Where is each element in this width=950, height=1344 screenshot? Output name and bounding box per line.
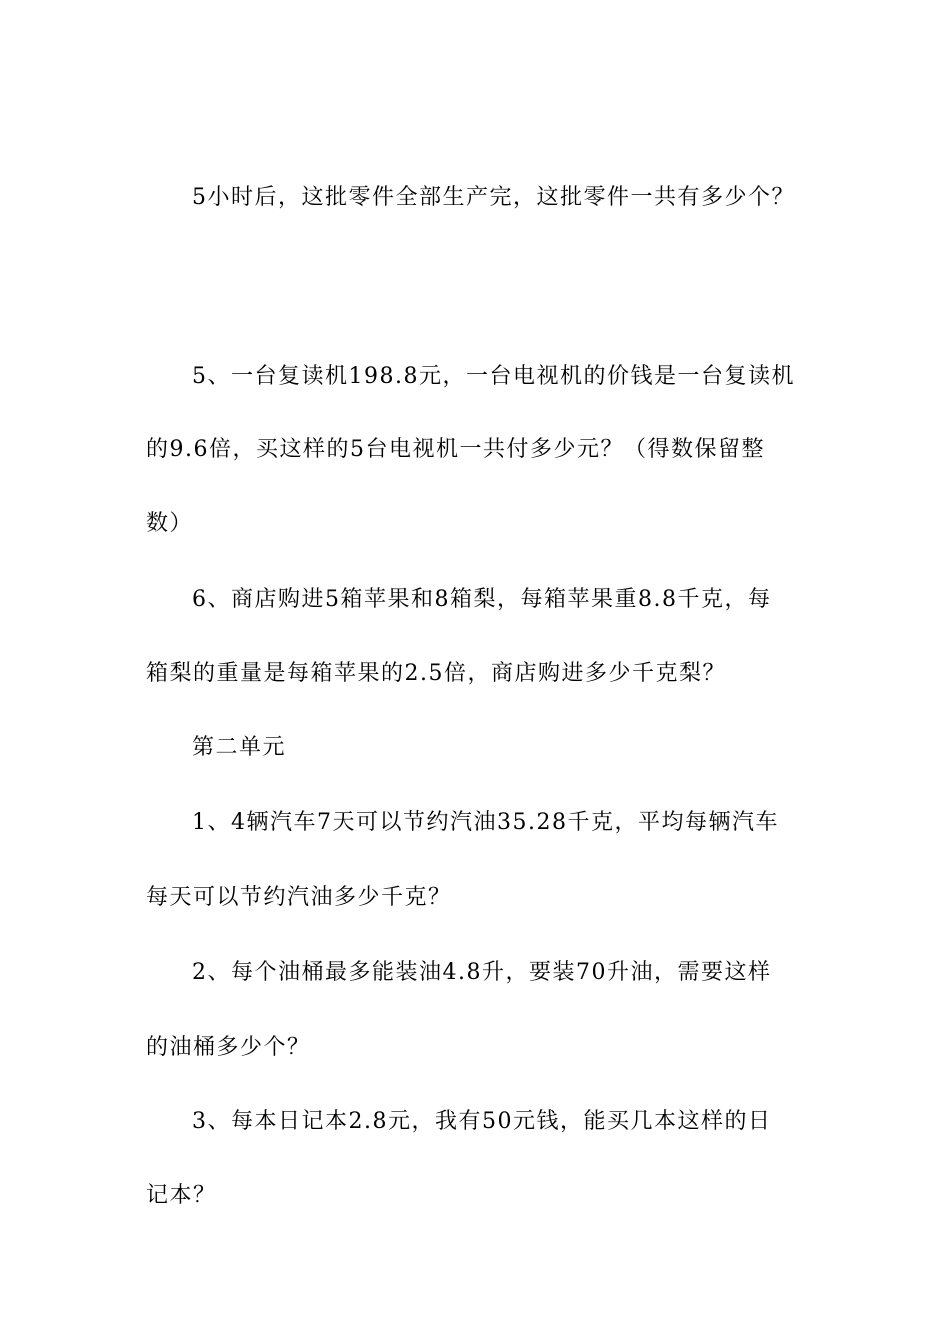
text-line-unit2-problem2-1: 2、每个油桶最多能装油4.8升，要装70升油，需要这样 [192,960,772,985]
text-line-problem4-cont: 5小时后，这批零件全部生产完，这批零件一共有多少个？ [192,185,795,210]
text-line-unit2-problem3-1: 3、每本日记本2.8元，我有50元钱，能买几本这样的日 [192,1109,772,1134]
text-line-problem5-2: 的9.6倍，买这样的5台电视机一共付多少元？（得数保留整 [146,437,765,462]
text-line-problem5-1: 5、一台复读机198.8元，一台电视机的价钱是一台复读机 [192,364,795,389]
text-line-problem5-3: 数） [146,511,194,536]
section-heading-unit2: 第二单元 [192,735,287,760]
text-line-unit2-problem1-2: 每天可以节约汽油多少千克？ [146,885,452,910]
text-line-unit2-problem1-1: 1、4辆汽车7天可以节约汽油35.28千克，平均每辆汽车 [192,810,779,835]
text-line-problem6-1: 6、商店购进5箱苹果和8箱梨，每箱苹果重8.8千克，每 [192,587,772,612]
text-line-problem6-2: 箱梨的重量是每箱苹果的2.5倍，商店购进多少千克梨？ [146,661,726,686]
text-line-unit2-problem2-2: 的油桶多少个？ [146,1035,311,1060]
text-line-unit2-problem3-2: 记本？ [146,1183,217,1208]
